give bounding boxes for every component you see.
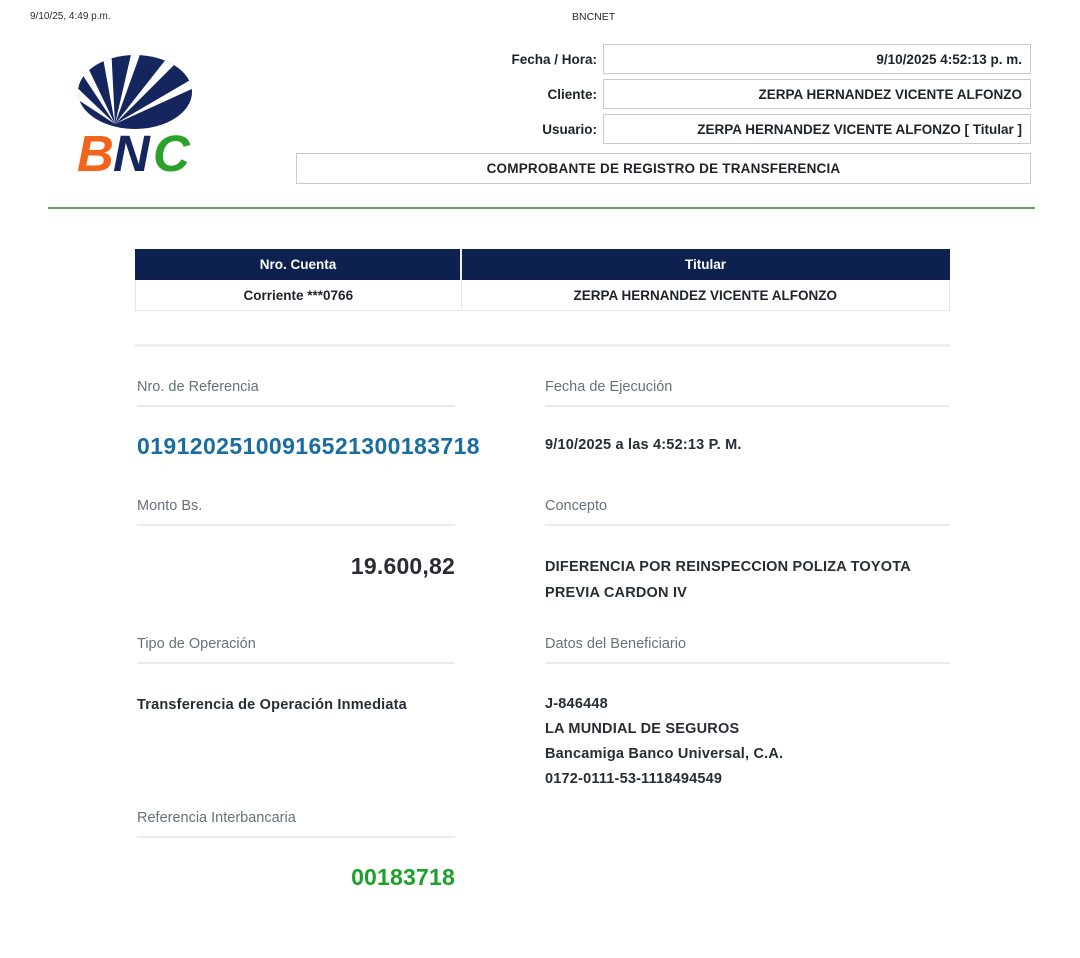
bnc-logo bbox=[60, 54, 210, 176]
execution-date-value: 9/10/2025 a las 4:52:13 P. M. bbox=[545, 437, 742, 453]
operation-type-label: Tipo de Operación bbox=[137, 636, 455, 664]
page-title: COMPROBANTE DE REGISTRO DE TRANSFERENCIA bbox=[296, 153, 1031, 184]
account-holder-cell: ZERPA HERNANDEZ VICENTE ALFONZO bbox=[461, 280, 949, 311]
concept-label: Concepto bbox=[545, 498, 950, 526]
execution-date-section bbox=[545, 379, 950, 453]
beneficiary-bank: Bancamiga Banco Universal, C.A. bbox=[545, 746, 784, 762]
amount-value: 19.600,82 bbox=[350, 553, 455, 579]
detail-row-1 bbox=[137, 379, 950, 460]
fecha-hora-value: 9/10/2025 4:52:13 p. m. bbox=[603, 44, 1031, 74]
header-titular: Titular bbox=[461, 250, 949, 280]
cliente-label: Cliente: bbox=[547, 86, 597, 102]
concept-section bbox=[545, 498, 950, 606]
detail-row-2 bbox=[137, 498, 950, 606]
field-row-fecha-hora bbox=[440, 44, 1031, 74]
beneficiary-account-number: 0172-0111-53-1118494549 bbox=[545, 771, 723, 787]
amount-label: Monto Bs. bbox=[137, 498, 455, 526]
header-nro-cuenta: Nro. Cuenta bbox=[136, 250, 462, 280]
reference-label: Nro. de Referencia bbox=[137, 379, 455, 407]
detail-row-3 bbox=[137, 636, 950, 792]
usuario-value: ZERPA HERNANDEZ VICENTE ALFONZO [ Titular ] bbox=[603, 114, 1031, 144]
site-name: BNCNET bbox=[572, 11, 616, 23]
print-timestamp: 9/10/25, 4:49 p.m. bbox=[30, 11, 111, 22]
execution-date-label: Fecha de Ejecución bbox=[545, 379, 950, 407]
detail-row-4 bbox=[137, 810, 950, 891]
usuario-label: Usuario: bbox=[542, 121, 597, 137]
green-divider bbox=[48, 207, 1035, 209]
operation-type-section bbox=[137, 636, 455, 718]
section-divider bbox=[135, 344, 950, 347]
reference-section bbox=[137, 379, 480, 460]
reference-number: 01912025100916521300183718 bbox=[137, 433, 480, 459]
beneficiary-section bbox=[545, 636, 950, 792]
interbank-reference-section bbox=[137, 810, 455, 891]
beneficiary-details bbox=[545, 692, 950, 792]
beneficiary-id: J-846448 bbox=[545, 696, 608, 712]
fecha-hora-label: Fecha / Hora: bbox=[511, 51, 597, 67]
logo-letter-n: N bbox=[113, 125, 148, 176]
interbank-reference-value: 00183718 bbox=[351, 864, 455, 890]
amount-section bbox=[137, 498, 455, 580]
concept-value: DIFERENCIA POR REINSPECCION POLIZA TOYOTA PREVIA CARDON IV bbox=[545, 559, 911, 601]
interbank-reference-label: Referencia Interbancaria bbox=[137, 810, 455, 838]
account-table-header-row bbox=[136, 250, 950, 280]
bnc-logo-emblem bbox=[60, 54, 210, 176]
field-row-cliente bbox=[440, 79, 1031, 109]
account-number-cell: Corriente ***0766 bbox=[136, 280, 462, 311]
beneficiary-name: LA MUNDIAL DE SEGUROS bbox=[545, 721, 740, 737]
field-row-usuario bbox=[440, 114, 1031, 144]
operation-type-value: Transferencia de Operación Inmediata bbox=[137, 697, 407, 713]
transfer-details bbox=[137, 379, 950, 891]
logo-letter-c: C bbox=[153, 125, 188, 176]
cliente-value: ZERPA HERNANDEZ VICENTE ALFONZO bbox=[603, 79, 1031, 109]
table-row bbox=[136, 280, 950, 311]
account-table bbox=[135, 249, 950, 311]
logo-letter-b: B bbox=[77, 125, 112, 176]
beneficiary-label: Datos del Beneficiario bbox=[545, 636, 950, 664]
